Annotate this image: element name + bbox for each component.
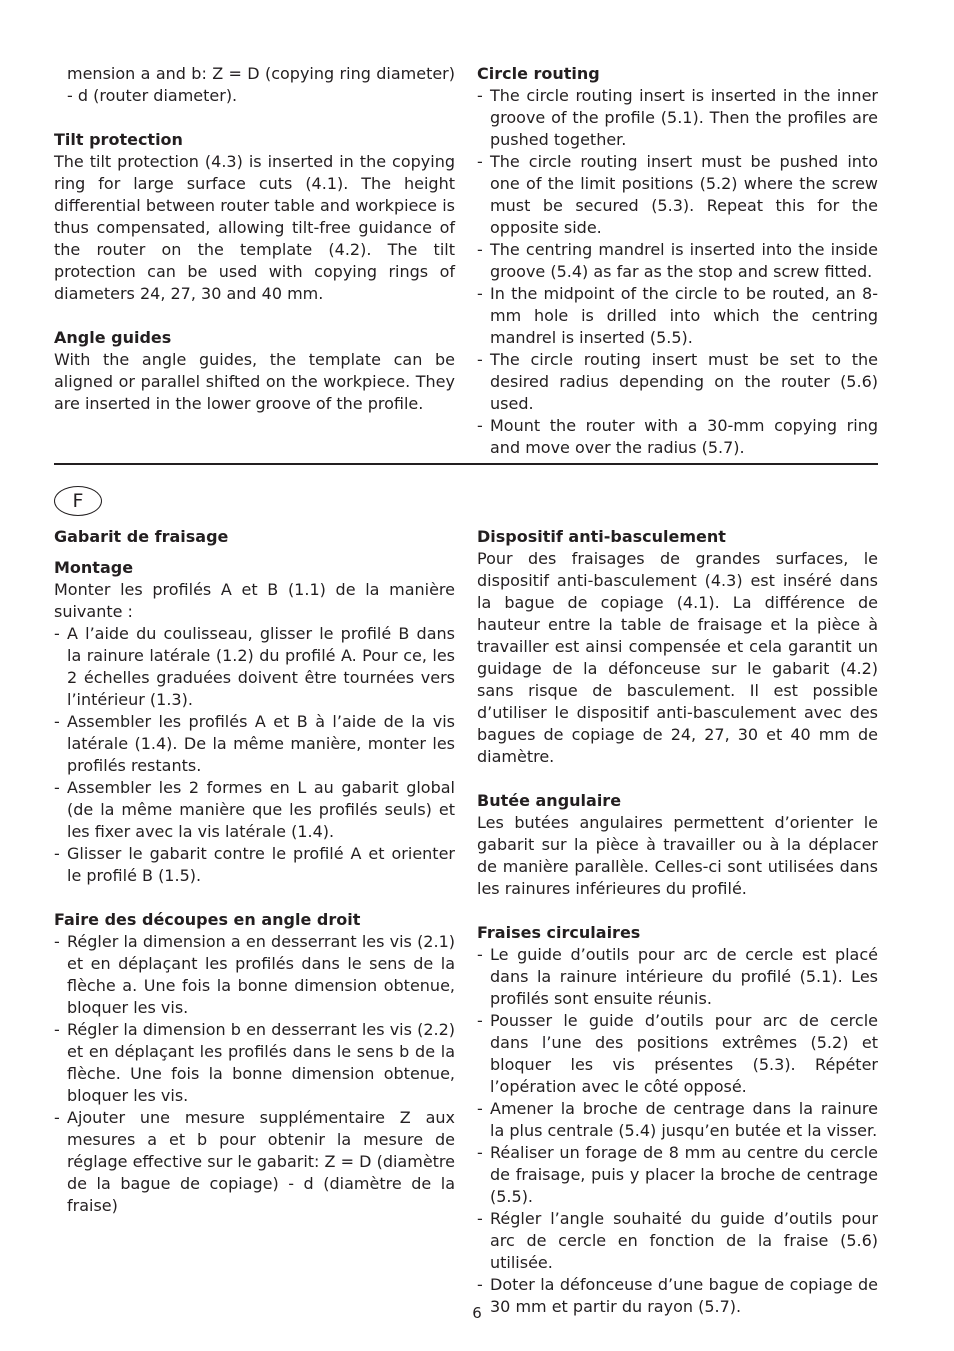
list-item: - Assembler les 2 formes en L au gabarit global (de la même manière que les profilés seuls) et les fixer avec la vis latérale (1.4). [54,777,455,843]
en-continued-text: mension a and b: Z = D (copying ring diameter) - d (router diameter). [67,64,455,105]
angle-guides-heading: Angle guides [54,328,172,347]
list-item: - Régler la dimension b en desserrant les vis (2.2) et en déplaçant les profilés dans le sens b de la flèche. Une fois la bonne dimension obtenue, bloquer les vis. [54,1019,455,1107]
en-right-column [477,63,878,459]
list-item: - Assembler les profilés A et B à l’aide de la vis latérale (1.4). De la même manière, monter les profilés restants. [54,711,455,777]
butee-angulaire-text: Les butées angulaires permettent d’orienter le gabarit sur la pièce à travailler ou à la déplacer de manière parallèle. Celles-ci sont utilisées dans les rainures inférieures du profilé. [477,813,878,898]
language-badge [54,486,102,516]
tilt-protection-text: The tilt protection (4.3) is inserted in the copying ring for large surface cuts (4.1). The height differential between router table and workpiece is thus compensated, allowing tilt-free guidance of the router on the template (4.2). The tilt protection can be used with copying rings of diameters 24, 27, 30 and 40 mm. [54,152,455,303]
list-item: - Régler la dimension a en desserrant les vis (2.1) et en déplaçant les profilés dans le sens de la flèche a. Une fois la bonne dimension obtenue, bloquer les vis. [54,931,455,1019]
anti-basculement-heading: Dispositif anti-basculement [477,527,726,546]
fr-section-title: Gabarit de fraisage [54,527,229,546]
montage-list [54,623,455,887]
anti-basculement-text: Pour des fraisages de grandes surfaces, le dispositif anti-basculement (4.3) est inséré dans la bague de copiage (4.1). La différence de hauteur entre la table de fraisage et la pièce à travailler est ainsi compensée et cela garantit un guidage de la défonceuse sur le gabarit (4.2) sans risque de basculement. Il est possible d’utiliser le dispositif anti-basculement avec des bagues de copiage de 24, 27, 30 et 40 mm de diamètre. [477,549,878,766]
list-item: - The circle routing insert is inserted in the inner groove of the profile (5.1). Then the profiles are pushed together. [477,85,878,151]
en-left-column [54,63,455,415]
list-item: - Régler l’angle souhaité du guide d’outils pour arc de cercle en fonction de la fraise (5.6) utilisée. [477,1208,878,1274]
language-badge-label: F [72,490,84,512]
fr-right-column [477,526,878,1318]
list-item: - The circle routing insert must be pushed into one of the limit positions (5.2) where the screw must be secured (5.3). Repeat this for the opposite side. [477,151,878,239]
list-item: - The centring mandrel is inserted into the inside groove (5.4) as far as the stop and screw fitted. [477,239,878,283]
montage-text: Monter les profilés A et B (1.1) de la manière suivante : [54,580,455,621]
circle-routing-heading: Circle routing [477,64,600,83]
fraises-circulaires-list [477,944,878,1318]
list-item: - A l’aide du coulisseau, glisser le profilé B dans la rainure latérale (1.2) du profilé A. Pour ce, les 2 échelles graduées doivent être tournées vers l’intérieur (1.3). [54,623,455,711]
fr-left-column [54,526,455,1217]
tilt-protection-heading: Tilt protection [54,130,183,149]
list-item: - Ajouter une mesure supplémentaire Z aux mesures a et b pour obtenir la mesure de réglage effective sur le gabarit: Z = D (diamètre de la bague de copiage) - d (diamètre de la fraise) [54,1107,455,1217]
list-item: - Doter la défonceuse d’une bague de copiage de 30 mm et partir du rayon (5.7). [477,1274,878,1318]
page-number: 6 [472,1304,482,1322]
circle-routing-list [477,85,878,459]
list-item: - The circle routing insert must be set to the desired radius depending on the router (5.6) used. [477,349,878,415]
angle-guides-text: With the angle guides, the template can be aligned or parallel shifted on the workpiece. They are inserted in the lower groove of the profile. [54,350,455,413]
list-item: - Mount the router with a 30-mm copying ring and move over the radius (5.7). [477,415,878,459]
list-item: - Réaliser un forage de 8 mm au centre du cercle de fraisage, puis y placer la broche de centrage (5.5). [477,1142,878,1208]
section-divider [54,463,878,465]
list-item: - Glisser le gabarit contre le profilé A et orienter le profilé B (1.5). [54,843,455,887]
list-item: - Le guide d’outils pour arc de cercle est placé dans la rainure intérieure du profilé (5.1). Les profilés sont ensuite réunis. [477,944,878,1010]
butee-angulaire-heading: Butée angulaire [477,791,622,810]
montage-heading: Montage [54,558,134,577]
list-item: - Pousser le guide d’outils pour arc de cercle dans l’une des positions extrêmes (5.2) et bloquer les vis présentes (5.3). Répéter l’opération avec le côté opposé. [477,1010,878,1098]
list-item: - Amener la broche de centrage dans la rainure la plus centrale (5.4) jusqu’en butée et la visser. [477,1098,878,1142]
fraises-circulaires-heading: Fraises circulaires [477,923,641,942]
decoupes-list [54,931,455,1217]
decoupes-heading: Faire des découpes en angle droit [54,910,361,929]
list-item: - In the midpoint of the circle to be routed, an 8-mm hole is drilled into which the centring mandrel is inserted (5.5). [477,283,878,349]
